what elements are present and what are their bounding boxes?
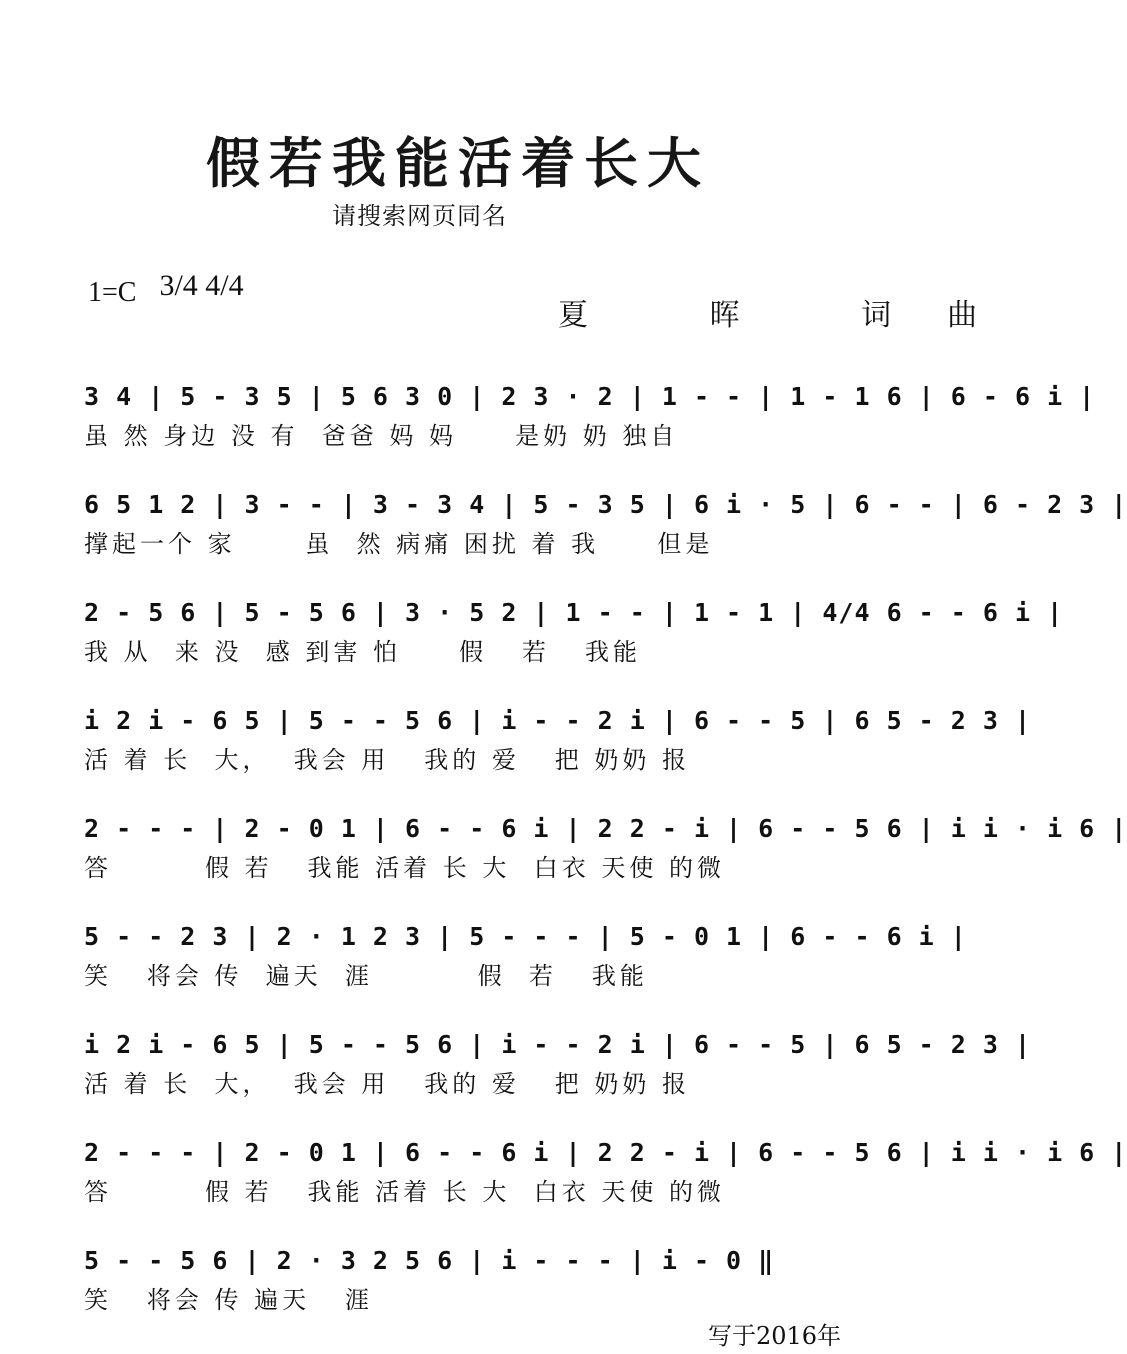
score-system-3	[0, 588, 1064, 688]
notation-line: i 2 i - 6 5 | 5 - - 5 6 | i - - 2 i | 6 - - 5 | 6 5 - 2 3 |	[84, 1030, 1032, 1059]
score-system-2	[0, 480, 1127, 580]
lyrics-line: 活 着 长 大， 我会 用 我的 爱 把 奶奶 报	[84, 746, 691, 774]
key-signature	[88, 269, 244, 313]
key-label: 1=C	[88, 277, 137, 308]
lyrics-line: 笑 将会 传 遍天 涯	[84, 1286, 374, 1314]
score-system-8	[0, 1128, 1127, 1228]
time-signature: 3/4 4/4	[159, 269, 244, 302]
composer-credit: 夏 晖 词曲	[558, 298, 1034, 333]
lyrics-line: 撑起一个 家 虽 然 病痛 困扰 着 我 但是	[84, 530, 714, 558]
subtitle: 请搜索网页同名	[332, 202, 507, 230]
score-system-7	[0, 1020, 1032, 1120]
lyrics-line: 活 着 长 大， 我会 用 我的 爱 把 奶奶 报	[84, 1070, 691, 1098]
score-system-5	[0, 804, 1127, 904]
lyrics-line: 笑 将会 传 遍天 涯 假 若 我能	[84, 962, 648, 990]
notation-line: 6 5 1 2 | 3 - - | 3 - 3 4 | 5 - 3 5 | 6 i · 5 | 6 - - | 6 - 2 3 |	[84, 490, 1127, 519]
notation-line: 2 - - - | 2 - 0 1 | 6 - - 6 i | 2 2 - i | 6 - - 5 6 | i i · i 6 |	[84, 1138, 1127, 1167]
score-system-6	[0, 912, 993, 1012]
notation-line: i 2 i - 6 5 | 5 - - 5 6 | i - - 2 i | 6 - - 5 | 6 5 - 2 3 |	[84, 706, 1032, 735]
notation-line: 2 - 5 6 | 5 - 5 6 | 3 · 5 2 | 1 - - | 1 - 1 | 4/4 6 - - 6 i |	[84, 598, 1064, 627]
notation-line: 5 - - 2 3 | 2 · 1 2 3 | 5 - - - | 5 - 0 1 | 6 - - 6 i |	[84, 922, 967, 951]
score-system-1	[0, 372, 1096, 472]
notation-line: 2 - - - | 2 - 0 1 | 6 - - 6 i | 2 2 - i | 6 - - 5 6 | i i · i 6 |	[84, 814, 1127, 843]
score-system-9	[0, 1236, 993, 1336]
song-title: 假若我能活着长大	[206, 131, 710, 195]
notation-line: 3 4 | 5 - 3 5 | 5 6 3 0 | 2 3 · 2 | 1 - - | 1 - 1 6 | 6 - 6 i |	[84, 382, 1096, 411]
lyrics-line: 虽 然 身边 没 有 爸爸 妈 妈 是奶 奶 独自	[84, 422, 679, 450]
lyrics-line: 我 从 来 没 感 到害 怕 假 若 我能	[84, 638, 641, 666]
notation-line: 5 - - 5 6 | 2 · 3 2 5 6 | i - - - | i - 0 ‖	[84, 1246, 775, 1275]
date-credit: 写于2016年	[708, 1322, 842, 1350]
lyrics-line: 答 假 若 我能 活着 长 大 白衣 天使 的微	[84, 1178, 725, 1206]
lyrics-line: 答 假 若 我能 活着 长 大 白衣 天使 的微	[84, 854, 725, 882]
score-system-4	[0, 696, 1032, 796]
